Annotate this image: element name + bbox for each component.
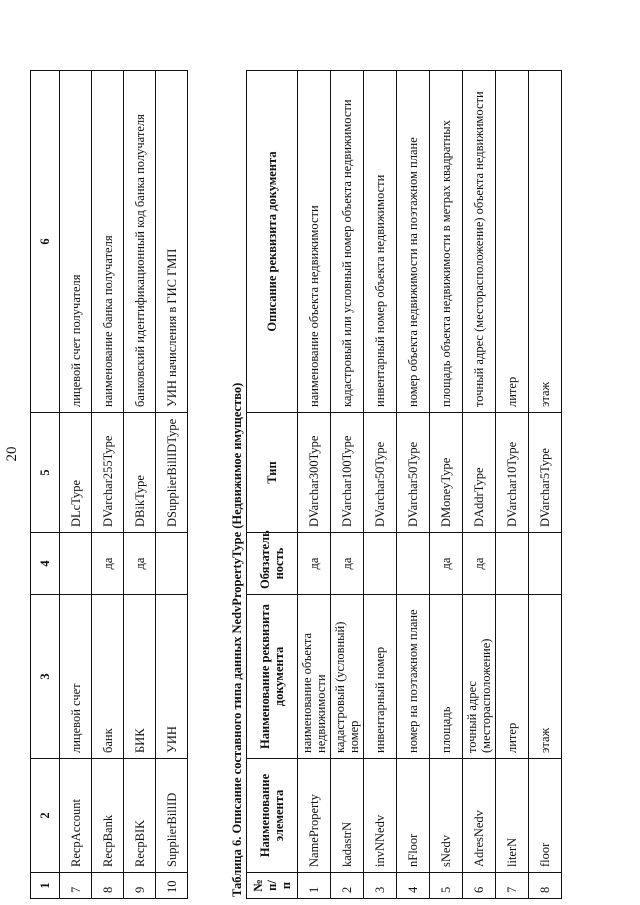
- attribute-name: БИК: [124, 595, 156, 759]
- header-cell: № п/п: [247, 873, 298, 899]
- attribute-name: точный адрес (месторасположение): [463, 595, 496, 759]
- row-number: 7: [496, 873, 529, 899]
- element-name: AdresNedv: [463, 759, 496, 873]
- type-cell: DSupplierBillIDType: [156, 413, 188, 533]
- table-header-row: [247, 71, 298, 899]
- header-cell: 5: [31, 413, 60, 533]
- header-cell: Наименование реквизита документа: [247, 595, 298, 759]
- description-cell: инвентарный номер объекта недвижимости: [364, 71, 397, 413]
- element-name: literN: [496, 759, 529, 873]
- table-header-row: [31, 71, 60, 899]
- table-row: [298, 71, 331, 899]
- description-cell: УИН начисления в ГИС ГМП: [156, 71, 188, 413]
- description-cell: площадь объекта недвижимости в метрах квадратных: [430, 71, 463, 413]
- continued-table: [30, 70, 188, 899]
- row-number: 3: [364, 873, 397, 899]
- table-row: [124, 71, 156, 899]
- header-cell: Обязатель ность: [247, 533, 298, 595]
- attribute-name: наименование объекта недвижимости: [298, 595, 331, 759]
- table-row: [331, 71, 364, 899]
- description-cell: этаж: [529, 71, 562, 413]
- type-cell: DVarchar300Type: [298, 413, 331, 533]
- element-name: floor: [529, 759, 562, 873]
- element-name: sNedv: [430, 759, 463, 873]
- table-row: [496, 71, 529, 899]
- nedv-property-table: [246, 70, 562, 899]
- required-flag: да: [331, 533, 364, 595]
- element-name: RecpBank: [92, 759, 124, 873]
- table-row: [92, 71, 124, 899]
- required-flag: [60, 533, 92, 595]
- required-flag: [156, 533, 188, 595]
- table-row: [156, 71, 188, 899]
- header-cell: 1: [31, 873, 60, 899]
- table-caption: Таблица 6. Описание составного типа данных NedvPropertyType (Недвижимое имущество): [230, 382, 244, 897]
- row-number: 10: [156, 873, 188, 899]
- required-flag: да: [92, 533, 124, 595]
- type-cell: DVarchar255Type: [92, 413, 124, 533]
- header-cell: 6: [31, 71, 60, 413]
- element-name: NameProperty: [298, 759, 331, 873]
- table-row: [463, 71, 496, 899]
- header-cell: Наименование элемента: [247, 759, 298, 873]
- attribute-name: инвентарный номер: [364, 595, 397, 759]
- description-cell: лицевой счет получателя: [60, 71, 92, 413]
- row-number: 4: [397, 873, 430, 899]
- description-cell: номер объекта недвижимости на поэтажном плане: [397, 71, 430, 413]
- header-cell: Описание реквизита документа: [247, 71, 298, 413]
- table-row: [529, 71, 562, 899]
- attribute-name: номер на поэтажном плане: [397, 595, 430, 759]
- required-flag: [529, 533, 562, 595]
- type-cell: DBikType: [124, 413, 156, 533]
- table-row: [364, 71, 397, 899]
- required-flag: [496, 533, 529, 595]
- description-cell: банковский идентификационный код банка получателя: [124, 71, 156, 413]
- description-cell: литер: [496, 71, 529, 413]
- attribute-name: литер: [496, 595, 529, 759]
- attribute-name: этаж: [529, 595, 562, 759]
- element-name: kadastrN: [331, 759, 364, 873]
- element-name: invNNedv: [364, 759, 397, 873]
- attribute-name: лицевой счет: [60, 595, 92, 759]
- required-flag: [397, 533, 430, 595]
- type-cell: DVarchar10Type: [496, 413, 529, 533]
- required-flag: да: [124, 533, 156, 595]
- attribute-name: УИН: [156, 595, 188, 759]
- required-flag: да: [298, 533, 331, 595]
- attribute-name: банк: [92, 595, 124, 759]
- element-name: RecpBIK: [124, 759, 156, 873]
- description-cell: кадастровый или условный номер объекта недвижимости: [331, 71, 364, 413]
- required-flag: да: [430, 533, 463, 595]
- header-cell: Тип: [247, 413, 298, 533]
- type-cell: DVarchar50Type: [397, 413, 430, 533]
- type-cell: DMoneyType: [430, 413, 463, 533]
- required-flag: да: [463, 533, 496, 595]
- table-row: [397, 71, 430, 899]
- row-number: 2: [331, 873, 364, 899]
- element-name: RecpAccount: [60, 759, 92, 873]
- row-number: 6: [463, 873, 496, 899]
- table-row: [430, 71, 463, 899]
- attribute-name: кадастровый (условный) номер: [331, 595, 364, 759]
- required-flag: [364, 533, 397, 595]
- header-cell: 3: [31, 595, 60, 759]
- row-number: 1: [298, 873, 331, 899]
- table-row: [60, 71, 92, 899]
- row-number: 8: [529, 873, 562, 899]
- type-cell: DAddrType: [463, 413, 496, 533]
- row-number: 7: [60, 873, 92, 899]
- element-name: nFloor: [397, 759, 430, 873]
- header-cell: 4: [31, 533, 60, 595]
- description-cell: точный адрес (месторасположение) объекта недвижимости: [463, 71, 496, 413]
- type-cell: DVarchar5Type: [529, 413, 562, 533]
- row-number: 8: [92, 873, 124, 899]
- row-number: 9: [124, 873, 156, 899]
- header-cell: 2: [31, 759, 60, 873]
- type-cell: DVarchar50Type: [364, 413, 397, 533]
- page-number: 20: [4, 446, 20, 462]
- attribute-name: площадь: [430, 595, 463, 759]
- type-cell: DVarchar100Type: [331, 413, 364, 533]
- element-name: SupplierBillID: [156, 759, 188, 873]
- description-cell: наименование объекта недвижимости: [298, 71, 331, 413]
- row-number: 5: [430, 873, 463, 899]
- description-cell: наименование банка получателя: [92, 71, 124, 413]
- type-cell: DLcType: [60, 413, 92, 533]
